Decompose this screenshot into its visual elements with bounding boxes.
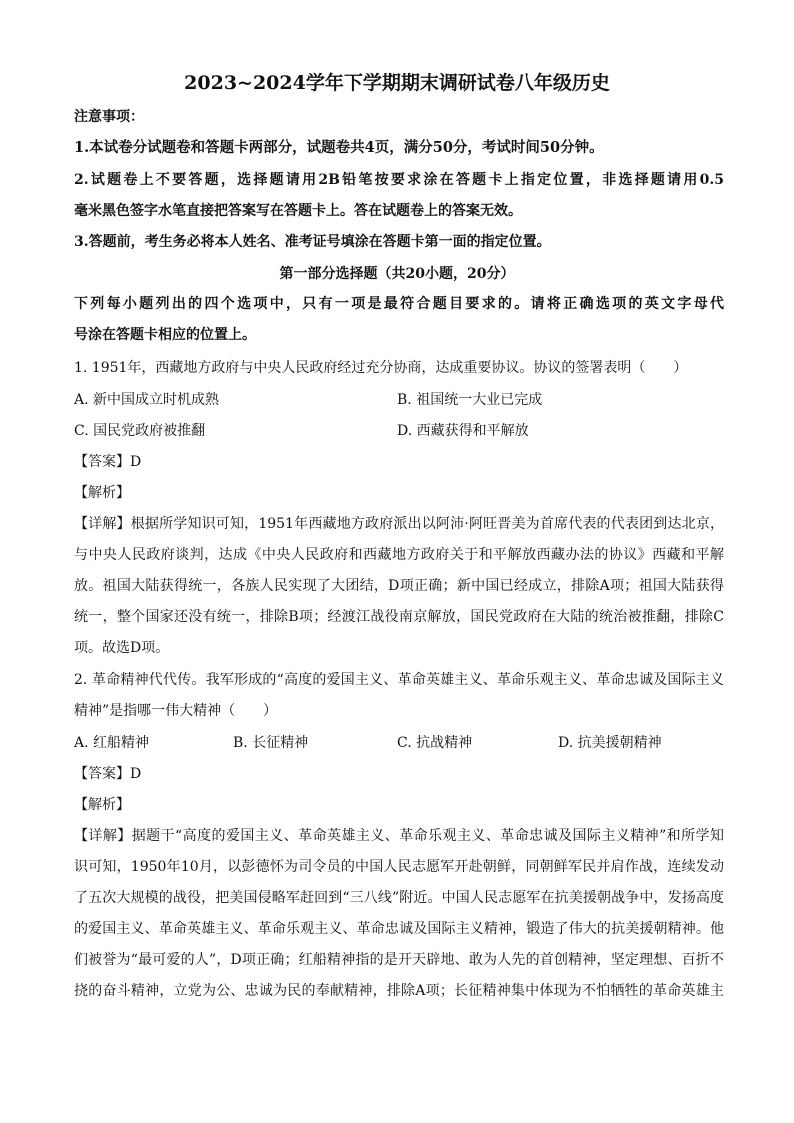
section-instruction-a: 下列每小题列出的四个选项中，只有一项是最符合题目要求的。请将正确选项的英文字母代	[74, 296, 724, 312]
q2-option-b: B. 长征精神	[233, 735, 309, 751]
q2-detail-line: 的爱国主义、革命英雄主义、革命乐观主义、革命忠诚及国际主义精神，锻造了伟大的抗美援朝精神。他	[74, 921, 724, 937]
q1-option-d: D. 西藏获得和平解放	[397, 423, 529, 439]
section-instruction-b: 号涂在答题卡相应的位置上。	[74, 327, 256, 343]
notice-item-2b: 毫米黑色签字水笔直接把答案写在答题卡上。答在试题卷上的答案无效。	[74, 203, 522, 219]
notice-item-1: 1.本试卷分试题卷和答题卡两部分，试题卷共4页，满分50分，考试时间50分钟。	[74, 139, 604, 156]
q1-option-b: B. 祖国统一大业已完成	[397, 392, 543, 408]
section-title: 第一部分选择题（共20小题，20分）	[279, 266, 515, 282]
q2-option-d: D. 抗美援朝精神	[558, 735, 662, 751]
q2-detail-line: 【详解】据题干“高度的爱国主义、革命英雄主义、革命乐观主义、革命忠诚及国际主义精神”和所学知	[74, 828, 724, 844]
page-title: 2023~2024学年下学期期末调研试卷八年级历史	[184, 72, 610, 94]
notice-heading: 注意事项：	[74, 109, 144, 125]
q2-stem-b: 精神”是指哪一伟大精神（ ）	[74, 703, 278, 719]
q1-detail-line: 统一，整个国家还没有统一，排除B项；经渡江战役南京解放，国民党政府在大陆的统治被推翻，排除C	[74, 609, 724, 625]
notice-item-2a: 2.试题卷上不要答题，选择题请用2B铅笔按要求涂在答题卡上指定位置，非选择题请用0.5	[74, 172, 724, 188]
q2-detail-line: 挠的奋斗精神，立党为公、忠诚为民的奉献精神，排除A项；长征精神集中体现为不怕牺牲的革命英雄主	[74, 983, 724, 999]
notice-item-3: 3.答题前，考生务必将本人姓名、准考证号填涂在答题卡第一面的指定位置。	[74, 234, 551, 250]
q1-analysis-label: 【解析】	[74, 485, 130, 501]
q1-answer: 【答案】D	[74, 454, 142, 470]
q2-detail-line: 了五次大规模的战役，把美国侵略军赶回到“三八线”附近。中国人民志愿军在抗美援朝战争中，发扬高度	[74, 890, 724, 906]
q2-option-a: A. 红船精神	[74, 735, 150, 751]
q2-detail-line: 们被誉为“最可爱的人”，D项正确；红船精神指的是开天辟地、敢为人先的首创精神，坚定理想、百折不	[74, 952, 724, 968]
q2-detail-line: 识可知，1950年10月，以彭德怀为司令员的中国人民志愿军开赴朝鲜，同朝鲜军民并肩作战，连续发动	[74, 859, 724, 875]
q1-option-c: C. 国民党政府被推翻	[74, 423, 206, 439]
q2-answer: 【答案】D	[74, 766, 142, 782]
q1-detail-line: 项。故选D项。	[74, 640, 170, 656]
q1-option-a: A. 新中国成立时机成熟	[74, 392, 220, 408]
q1-detail-line: 与中央人民政府谈判，达成《中央人民政府和西藏地方政府关于和平解放西藏办法的协议》西藏和平解	[74, 547, 724, 563]
q1-detail-line: 【详解】根据所学知识可知，1951年西藏地方政府派出以阿沛·阿旺晋美为首席代表的代表团到达北京，	[74, 516, 724, 532]
q2-option-c: C. 抗战精神	[397, 735, 473, 751]
q1-detail-line: 放。祖国大陆获得统一，各族人民实现了大团结，D项正确；新中国已经成立，排除A项；祖国大陆获得	[74, 578, 724, 594]
q2-stem-a: 2. 革命精神代代传。我军形成的“高度的爱国主义、革命英雄主义、革命乐观主义、革命忠诚及国际主义	[74, 672, 724, 688]
q1-stem: 1. 1951年，西藏地方政府与中央人民政府经过充分协商，达成重要协议。协议的签署表明（ ）	[74, 360, 688, 376]
q2-analysis-label: 【解析】	[74, 797, 130, 813]
